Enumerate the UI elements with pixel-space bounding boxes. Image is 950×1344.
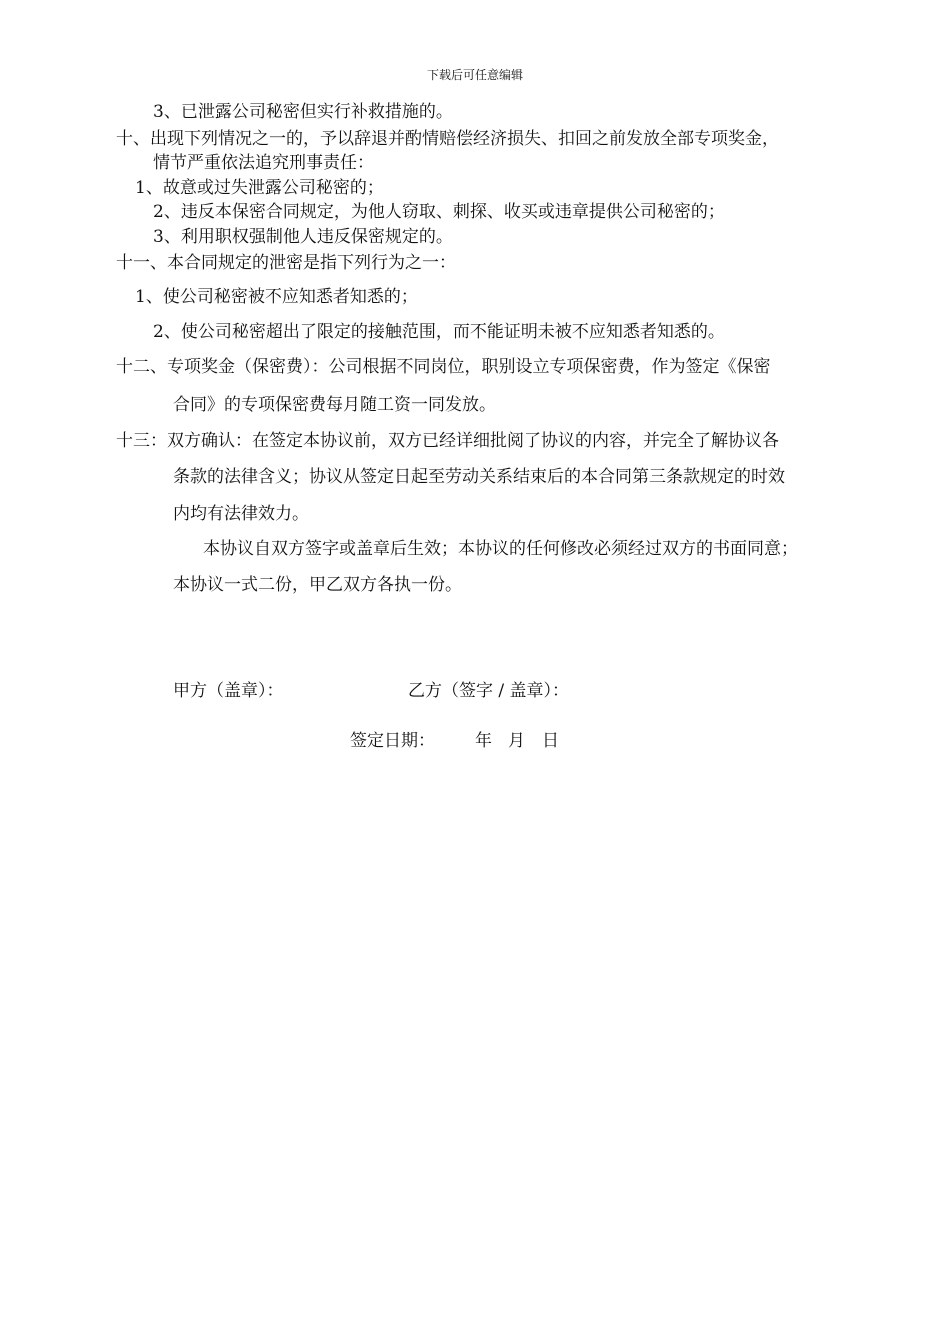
clause-13-cont-2: 内均有法律效力。: [173, 504, 309, 524]
sign-date-year: 年: [475, 731, 492, 751]
effect-statement: 本协议自双方签字或盖章后生效；本协议的任何修改必须经过双方的书面同意；: [203, 539, 798, 559]
sign-date-label: 签定日期：: [350, 731, 435, 751]
clause-10-heading-cont: 情节严重依法追究刑事责任：: [153, 153, 374, 173]
clause-13-heading: 十三：双方确认：在签定本协议前，双方已经详细批阅了协议的内容，并完全了解协议各: [116, 431, 779, 451]
clause-10-item-3: 3、利用职权强制他人违反保密规定的。: [153, 227, 453, 247]
clause-12-cont: 合同》的专项保密费每月随工资一同发放。: [173, 395, 496, 415]
page-header: 下载后可任意编辑: [426, 68, 523, 82]
clause-11-heading: 十一、本合同规定的泄密是指下列行为之一：: [116, 253, 456, 273]
clause-12-heading: 十二、专项奖金（保密费）：公司根据不同岗位，职别设立专项保密费，作为签定《保密: [116, 357, 771, 377]
clause-11-item-2: 2、使公司秘密超出了限定的接触范围，而不能证明未被不应知悉者知悉的。: [153, 322, 725, 342]
clause-10-item-1: 1、故意或过失泄露公司秘密的；: [135, 178, 384, 198]
sign-date-month: 月: [508, 731, 525, 751]
clause-10-heading: 十、出现下列情况之一的，予以辞退并酌情赔偿经济损失、扣回之前发放全部专项奖金，: [116, 129, 779, 149]
party-b-signature-label: 乙方（签字 / 盖章）：: [408, 681, 570, 701]
party-a-signature-label: 甲方（盖章）：: [173, 681, 284, 701]
clause-13-cont-1: 条款的法律含义；协议从签定日起至劳动关系结束后的本合同第三条款规定的时效: [173, 467, 785, 487]
clause-9-item-3: 3、已泄露公司秘密但实行补救措施的。: [153, 102, 453, 122]
sign-date-day: 日: [542, 731, 559, 751]
clause-10-item-2: 2、违反本保密合同规定，为他人窃取、刺探、收买或违章提供公司秘密的；: [153, 202, 725, 222]
clause-11-item-1: 1、使公司秘密被不应知悉者知悉的；: [135, 287, 418, 307]
copies-statement: 本协议一式二份，甲乙双方各执一份。: [173, 575, 462, 595]
